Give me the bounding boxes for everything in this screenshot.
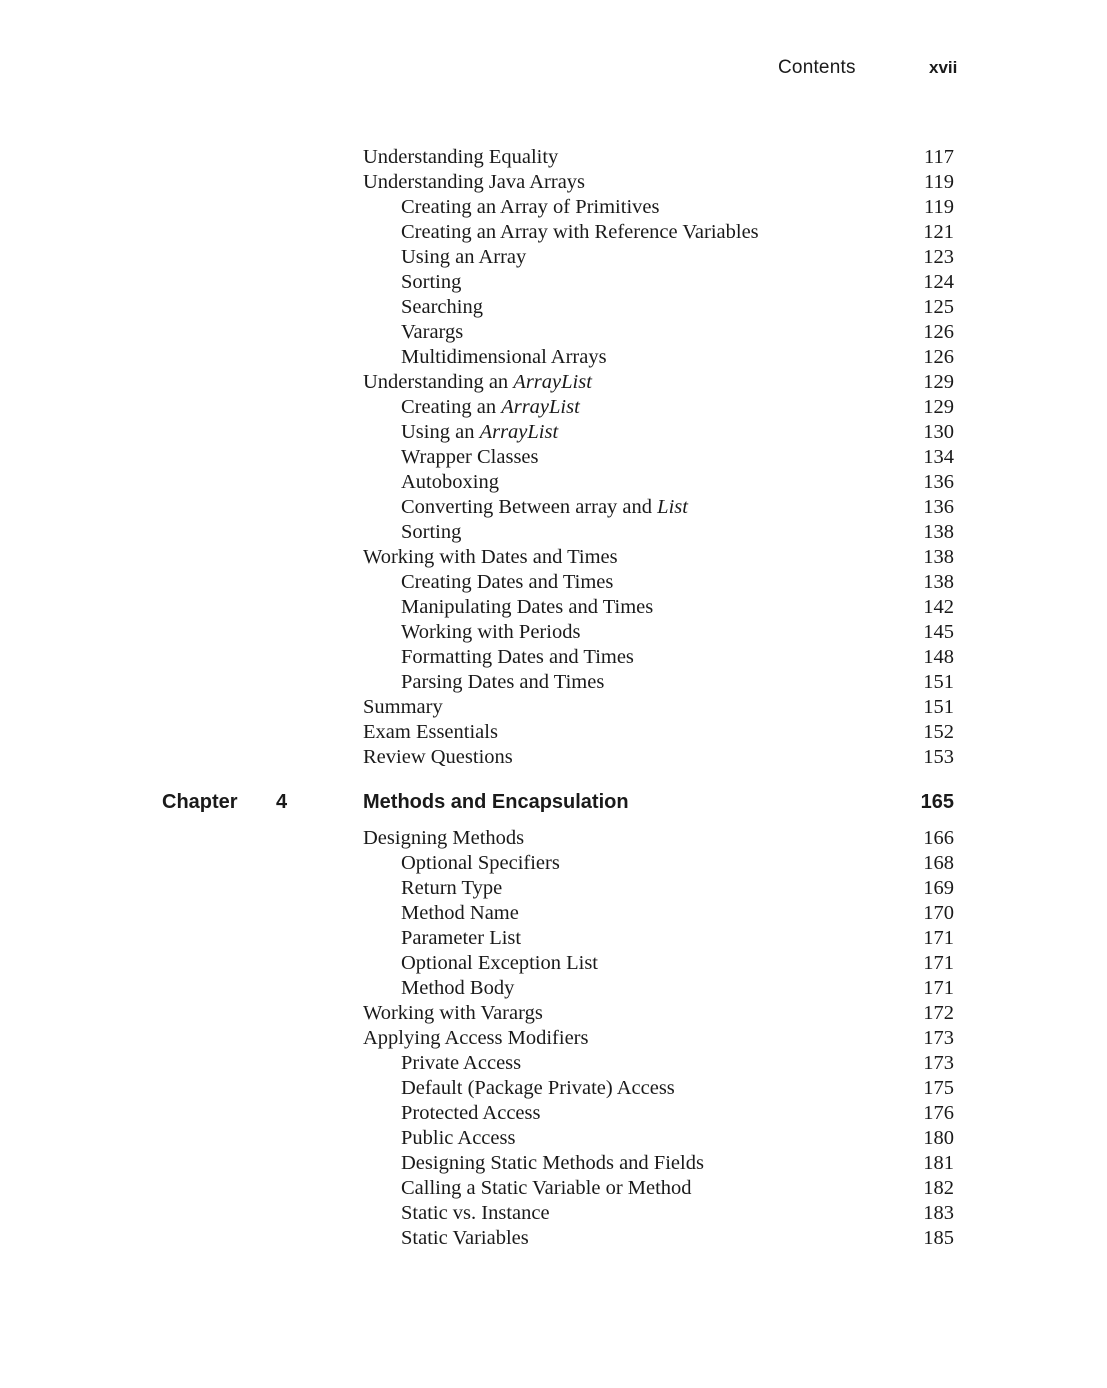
toc-page-number: 126 <box>923 346 954 368</box>
toc-page-number: 119 <box>924 171 954 193</box>
toc-entry-text: Varargs <box>401 321 464 343</box>
running-head-title: Contents <box>778 57 856 78</box>
toc-subsection-entry[interactable] <box>0 445 1107 470</box>
toc-entry-title <box>401 670 604 695</box>
toc-entry-title <box>401 295 483 320</box>
toc-entry-text: Autoboxing <box>401 471 499 493</box>
toc-entry-text: Searching <box>401 296 483 318</box>
toc-entry-title <box>401 1226 529 1251</box>
toc-page-number: 182 <box>923 1177 954 1199</box>
chapter-heading[interactable] <box>0 787 1107 817</box>
toc-entry-text: Understanding Equality <box>363 146 559 168</box>
toc-entry-title <box>401 195 659 220</box>
toc-section-entry[interactable] <box>0 695 1107 720</box>
toc-entry-title <box>363 1026 588 1051</box>
toc-entry-text: Applying Access Modifiers <box>363 1027 589 1049</box>
toc-entry-text: Sorting <box>401 271 462 293</box>
toc-page-number: 121 <box>923 221 954 243</box>
toc-entry-text: Exam Essentials <box>363 721 498 743</box>
toc-entry-title <box>401 270 461 295</box>
toc-page-number: 130 <box>923 421 954 443</box>
toc-entry-title <box>363 720 498 745</box>
toc-page-number: 134 <box>923 446 954 468</box>
toc-entry-title <box>401 495 688 520</box>
toc-subsection-entry[interactable] <box>0 1126 1107 1151</box>
toc-page-number: 176 <box>923 1102 954 1124</box>
toc-entry-text: Static vs. Instance <box>401 1202 550 1224</box>
toc-page-number: 138 <box>923 521 954 543</box>
toc-entry-title <box>401 1201 550 1226</box>
toc-entry-title <box>401 420 558 445</box>
toc-page-number: 136 <box>923 496 954 518</box>
toc-subsection-entry[interactable] <box>0 620 1107 645</box>
toc-section-entry[interactable] <box>0 1001 1107 1026</box>
toc-entry-title <box>401 926 521 951</box>
toc-entry-title <box>401 645 634 670</box>
toc-page-number: 138 <box>923 546 954 568</box>
toc-section-entry[interactable] <box>0 145 1107 170</box>
toc-subsection-entry[interactable] <box>0 495 1107 520</box>
toc-entry-text: Designing Methods <box>363 827 525 849</box>
toc-entry-text: Creating Dates and Times <box>401 571 614 593</box>
toc-subsection-entry[interactable] <box>0 395 1107 420</box>
toc-entry-text: Optional Specifiers <box>401 852 560 874</box>
toc-subsection-entry[interactable] <box>0 245 1107 270</box>
toc-entry-title <box>401 1101 540 1126</box>
toc-subsection-entry[interactable] <box>0 901 1107 926</box>
toc-page-number: 171 <box>923 927 954 949</box>
toc-entry-text: Creating an <box>401 396 502 418</box>
toc-entry-title <box>401 395 580 420</box>
toc-entry-text: Summary <box>363 696 443 718</box>
toc-entry-title <box>401 470 499 495</box>
toc-subsection-entry[interactable] <box>0 320 1107 345</box>
toc-subsection-entry[interactable] <box>0 1201 1107 1226</box>
toc-entry-text: Understanding Java Arrays <box>363 171 586 193</box>
toc-entry-title <box>401 876 502 901</box>
toc-subsection-entry[interactable] <box>0 420 1107 445</box>
toc-entry-text: Static Variables <box>401 1227 529 1249</box>
toc-section-entry[interactable] <box>0 1026 1107 1051</box>
toc-subsection-entry[interactable] <box>0 570 1107 595</box>
toc-page-number: 152 <box>923 721 954 743</box>
toc-page-number: 181 <box>923 1152 954 1174</box>
toc-page-number: 125 <box>923 296 954 318</box>
toc-page-number: 171 <box>923 977 954 999</box>
toc-entry-title <box>401 951 598 976</box>
toc-entry-text: Working with Dates and Times <box>363 546 618 568</box>
toc-entry-title <box>401 1126 515 1151</box>
toc-entry-text: Calling a Static Variable or Method <box>401 1177 692 1199</box>
toc-section-entry[interactable] <box>0 745 1107 770</box>
toc-page-number: 173 <box>923 1052 954 1074</box>
toc-entry-text: Formatting Dates and Times <box>401 646 634 668</box>
toc-entry-italic-term: ArrayList <box>513 371 592 393</box>
toc-entry-title <box>363 370 592 395</box>
toc-page-number: 169 <box>923 877 954 899</box>
toc-page-number: 129 <box>923 371 954 393</box>
toc-entry-text: Multidimensional Arrays <box>401 346 607 368</box>
toc-entry-title <box>401 1151 704 1176</box>
toc-section-entry[interactable] <box>0 720 1107 745</box>
toc-entry-text: Using an <box>401 421 480 443</box>
toc-page-number: 183 <box>923 1202 954 1224</box>
toc-entry-title <box>401 220 759 245</box>
toc-entry-text: Designing Static Methods and Fields <box>401 1152 704 1174</box>
toc-subsection-entry[interactable] <box>0 1226 1107 1251</box>
chapter-page-number: 165 <box>920 791 954 813</box>
toc-entry-title <box>401 570 613 595</box>
toc-entry-text: Using an Array <box>401 246 527 268</box>
toc-entry-text: Parsing Dates and Times <box>401 671 605 693</box>
toc-subsection-entry[interactable] <box>0 1101 1107 1126</box>
toc-subsection-entry[interactable] <box>0 220 1107 245</box>
toc-entry-text: Default (Package Private) Access <box>401 1077 675 1099</box>
toc-page-number: 124 <box>923 271 954 293</box>
toc-entry-text: Understanding an <box>363 371 514 393</box>
toc-entry-title <box>363 545 618 570</box>
toc-page-number: 171 <box>923 952 954 974</box>
toc-entry-title <box>401 976 514 1001</box>
toc-entry-title <box>363 826 524 851</box>
toc-entry-title <box>401 901 519 926</box>
toc-page-number: 145 <box>923 621 954 643</box>
toc-entry-title <box>401 1051 521 1076</box>
toc-entry-title <box>401 320 463 345</box>
toc-page-number: 148 <box>923 646 954 668</box>
toc-subsection-entry[interactable] <box>0 195 1107 220</box>
toc-section-entry[interactable] <box>0 545 1107 570</box>
toc-page-number: 175 <box>923 1077 954 1099</box>
toc-entry-text: Working with Periods <box>401 621 581 643</box>
toc-entry-title <box>363 170 585 195</box>
toc-subsection-entry[interactable] <box>0 1076 1107 1101</box>
toc-page-number: 170 <box>923 902 954 924</box>
toc-page-number: 126 <box>923 321 954 343</box>
toc-page-number: 119 <box>924 196 954 218</box>
toc-entry-title <box>401 1076 675 1101</box>
toc-entry-text: Protected Access <box>401 1102 541 1124</box>
toc-entry-text: Creating an Array with Reference Variables <box>401 221 759 243</box>
toc-entry-title <box>363 695 443 720</box>
chapter-number: 4 <box>276 791 288 813</box>
running-head-page-number: xvii <box>929 58 958 77</box>
toc-entry-title <box>401 345 607 370</box>
toc-subsection-entry[interactable] <box>0 345 1107 370</box>
toc-subsection-entry[interactable] <box>0 295 1107 320</box>
toc-entry-text: Public Access <box>401 1127 516 1149</box>
toc-entry-title <box>401 245 526 270</box>
toc-subsection-entry[interactable] <box>0 851 1107 876</box>
toc-subsection-entry[interactable] <box>0 645 1107 670</box>
toc-page-number: 123 <box>923 246 954 268</box>
toc-entry-title <box>401 851 560 876</box>
toc-entry-text: Parameter List <box>401 927 522 949</box>
toc-entry-text: Return Type <box>401 877 503 899</box>
toc-entry-title <box>363 1001 543 1026</box>
toc-page-number: 166 <box>923 827 954 849</box>
chapter-title: Methods and Encapsulation <box>363 791 629 813</box>
toc-page-number: 129 <box>923 396 954 418</box>
toc-entry-text: Converting Between array and <box>401 496 658 518</box>
toc-subsection-entry[interactable] <box>0 1051 1107 1076</box>
toc-subsection-entry[interactable] <box>0 670 1107 695</box>
toc-page-number: 142 <box>923 596 954 618</box>
toc-entry-title <box>401 595 653 620</box>
toc-entry-title <box>363 745 513 770</box>
toc-entry-italic-term: ArrayList <box>501 396 580 418</box>
toc-entry-title <box>401 1176 692 1201</box>
toc-entry-text: Review Questions <box>363 746 513 768</box>
toc-entry-title <box>401 520 461 545</box>
toc-entry-italic-term: ArrayList <box>479 421 559 443</box>
toc-entry-text: Method Name <box>401 902 519 924</box>
toc-subsection-entry[interactable] <box>0 595 1107 620</box>
toc-page-number: 153 <box>923 746 954 768</box>
toc-section-entry[interactable] <box>0 370 1107 395</box>
toc-subsection-entry[interactable] <box>0 470 1107 495</box>
toc-subsection-entry[interactable] <box>0 1176 1107 1201</box>
toc-subsection-entry[interactable] <box>0 951 1107 976</box>
toc-page-number: 151 <box>923 671 954 693</box>
toc-entry-text: Wrapper Classes <box>401 446 539 468</box>
toc-entry-text: Working with Varargs <box>363 1002 543 1024</box>
toc-page-number: 138 <box>923 571 954 593</box>
toc-page-number: 136 <box>923 471 954 493</box>
toc-page-number: 117 <box>924 146 954 168</box>
toc-page-number: 180 <box>923 1127 954 1149</box>
toc-entry-text: Sorting <box>401 521 462 543</box>
chapter-label: Chapter <box>162 791 238 813</box>
toc-subsection-entry[interactable] <box>0 1151 1107 1176</box>
running-head <box>0 57 1107 83</box>
toc-page-number: 168 <box>923 852 954 874</box>
toc-entry-title <box>401 445 539 470</box>
toc-section-entry[interactable] <box>0 170 1107 195</box>
toc-entry-text: Manipulating Dates and Times <box>401 596 654 618</box>
toc-subsection-entry[interactable] <box>0 876 1107 901</box>
toc-page-number: 173 <box>923 1027 954 1049</box>
toc-entry-title <box>401 620 580 645</box>
toc-subsection-entry[interactable] <box>0 976 1107 1001</box>
toc-subsection-entry[interactable] <box>0 926 1107 951</box>
toc-page-number: 172 <box>923 1002 954 1024</box>
toc-entry-italic-term: List <box>657 496 688 518</box>
table-of-contents <box>0 145 1107 1251</box>
toc-section-entry[interactable] <box>0 826 1107 851</box>
toc-entry-text: Private Access <box>401 1052 522 1074</box>
toc-entry-text: Creating an Array of Primitives <box>401 196 660 218</box>
toc-entry-title <box>363 145 558 170</box>
toc-subsection-entry[interactable] <box>0 520 1107 545</box>
toc-page-number: 151 <box>923 696 954 718</box>
toc-entry-text: Optional Exception List <box>401 952 598 974</box>
toc-subsection-entry[interactable] <box>0 270 1107 295</box>
toc-entry-text: Method Body <box>401 977 515 999</box>
toc-page-number: 185 <box>923 1227 954 1249</box>
